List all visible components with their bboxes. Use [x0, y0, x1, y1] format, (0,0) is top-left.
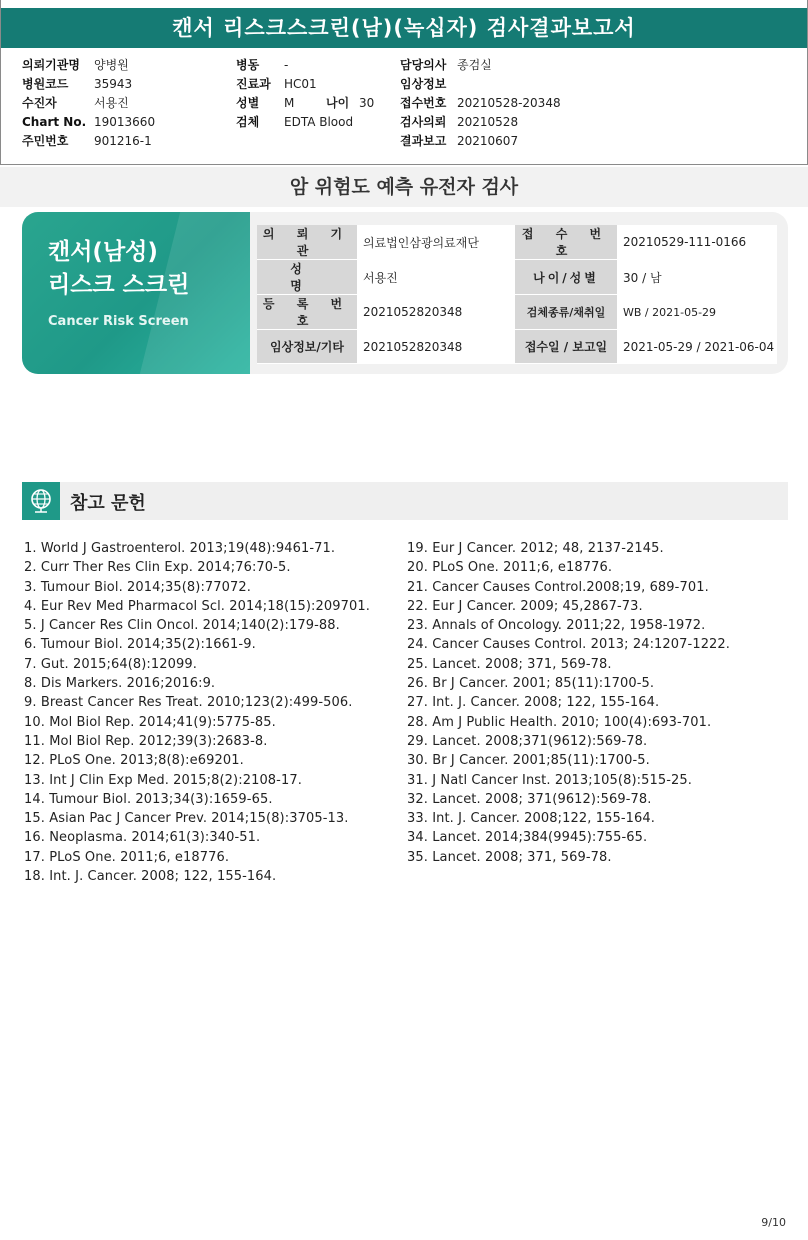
info-value: M	[284, 96, 295, 110]
value-cell: 2021052820348	[357, 330, 515, 364]
report-title: 캔서 리스크스크린(남)(녹십자) 검사결과보고서	[1, 8, 807, 48]
info-label: 임상정보	[400, 77, 447, 91]
reference-item: 5. J Cancer Res Clin Oncol. 2014;140(2):179-88.	[24, 618, 340, 634]
info-row	[22, 56, 155, 75]
reference-item: 19. Eur J Cancer. 2012; 48, 2137-2145.	[407, 541, 664, 556]
info-label: 담당의사	[400, 58, 447, 72]
reference-item: 1. World J Gastroenterol. 2013;19(48):9461-71.	[24, 541, 336, 556]
card-title-line-1: 캔서(남성)	[48, 239, 158, 265]
reference-item: 13. Int J Clin Exp Med. 2015;8(2):2108-17.	[24, 772, 302, 788]
info-value: 35943	[94, 77, 133, 91]
label-cell: 등 록 번 호	[257, 295, 357, 330]
reference-item: 4. Eur Rev Med Pharmacol Scl. 2014;18(15):209701.	[24, 598, 370, 614]
info-label: 접수번호	[400, 96, 447, 110]
info-row	[400, 94, 561, 113]
info-value: 20210528-20348	[457, 96, 561, 110]
info-label: 결과보고	[400, 134, 447, 148]
info-row	[22, 132, 155, 151]
label-cell: 접 수 번 호	[515, 225, 617, 260]
card-title-line-2: 리스크 스크린	[48, 272, 190, 298]
info-value: HC01	[284, 77, 317, 91]
age-value: 30	[359, 96, 375, 110]
reference-item: 26. Br J Cancer. 2001; 85(11):1700-5.	[407, 676, 655, 692]
reference-item: 18. Int. J. Cancer. 2008; 122, 155-164.	[24, 869, 277, 885]
info-value: -	[284, 58, 289, 72]
page-subtitle: 암 위험도 예측 유전자 검사	[289, 176, 519, 198]
reference-item: 9. Breast Cancer Res Treat. 2010;123(2):499-506.	[24, 695, 353, 711]
info-row	[400, 132, 561, 151]
info-value: 901216-1	[94, 134, 152, 148]
reference-item: 15. Asian Pac J Cancer Prev. 2014;15(8):3705-13.	[24, 811, 349, 827]
reference-item: 31. J Natl Cancer Inst. 2013;105(8):515-25.	[407, 772, 692, 788]
reference-item: 33. Int. J. Cancer. 2008;122, 155-164.	[407, 811, 655, 827]
reference-item: 16. Neoplasma. 2014;61(3):340-51.	[24, 830, 261, 846]
label-cell: 나이/성별	[515, 260, 617, 295]
info-row	[236, 113, 401, 132]
info-value: 양병원	[94, 58, 129, 72]
info-label: Chart No.	[22, 115, 87, 129]
info-value: EDTA Blood	[284, 115, 354, 129]
value-cell: 2021052820348	[357, 295, 515, 330]
product-card	[22, 212, 250, 374]
label-cell: 검체종류/채취일	[515, 295, 617, 330]
value-cell: 20210529-111-0166	[617, 225, 777, 260]
info-row	[236, 75, 401, 94]
patient-info-column-2	[236, 56, 401, 132]
reference-item: 25. Lancet. 2008; 371, 569-78.	[407, 656, 612, 672]
card-subtitle: Cancer Risk Screen	[48, 314, 189, 329]
reference-item: 30. Br J Cancer. 2001;85(11):1700-5.	[407, 753, 650, 769]
value-cell: 2021-05-29 / 2021-06-04	[617, 330, 777, 364]
info-row	[22, 75, 155, 94]
reference-item: 12. PLoS One. 2013;8(8):e69201.	[24, 753, 244, 769]
reference-item: 28. Am J Public Health. 2010; 100(4):693-701.	[407, 714, 712, 730]
value-cell: 서용진	[357, 260, 515, 295]
card-title	[48, 236, 189, 302]
reference-item: 7. Gut. 2015;64(8):12099.	[24, 656, 197, 672]
info-label: 검사의뢰	[400, 115, 447, 129]
info-row	[400, 56, 561, 75]
reference-item: 29. Lancet. 2008;371(9612):569-78.	[407, 733, 648, 749]
reference-item: 6. Tumour Biol. 2014;35(2):1661-9.	[24, 637, 256, 653]
info-label: 성별	[236, 96, 260, 110]
reference-item: 3. Tumour Biol. 2014;35(8):77072.	[24, 579, 252, 595]
reference-item: 32. Lancet. 2008; 371(9612):569-78.	[407, 791, 652, 807]
reference-item: 23. Annals of Oncology. 2011;22, 1958-1972.	[407, 618, 706, 634]
value-cell: 30 / 남	[617, 260, 777, 295]
reference-item: 2. Curr Ther Res Clin Exp. 2014;76:70-5.	[24, 560, 291, 576]
reference-item: 11. Mol Biol Rep. 2012;39(3):2683-8.	[24, 733, 268, 749]
reference-item: 14. Tumour Biol. 2013;34(3):1659-65.	[24, 791, 273, 807]
info-label: 병원코드	[22, 77, 69, 91]
page-number: 9/10	[761, 1216, 786, 1229]
info-value: 20210528	[457, 115, 519, 129]
info-label: 의뢰기관명	[22, 58, 80, 72]
test-info-row	[257, 225, 777, 260]
info-value: 서용진	[94, 96, 129, 110]
info-label: 병동	[236, 58, 260, 72]
reference-item: 27. Int. J. Cancer. 2008; 122, 155-164.	[407, 695, 660, 711]
info-row	[236, 56, 401, 75]
info-value: 20210607	[457, 134, 519, 148]
info-row	[400, 113, 561, 132]
value-cell: 의료법인삼광의료재단	[357, 225, 515, 260]
value-cell: WB / 2021-05-29	[617, 295, 777, 330]
info-label: 진료과	[236, 77, 271, 91]
reference-item: 21. Cancer Causes Control.2008;19, 689-701.	[407, 579, 709, 595]
patient-info-column-1	[22, 56, 155, 151]
test-info-row	[257, 295, 777, 330]
globe-network-icon	[22, 482, 60, 520]
label-cell: 접수일 / 보고일	[515, 330, 617, 364]
reference-item: 8. Dis Markers. 2016;2016:9.	[24, 676, 216, 692]
patient-info-column-3	[400, 56, 561, 151]
test-info-table	[257, 225, 777, 364]
label-cell: 임상정보/기타	[257, 330, 357, 364]
label-cell: 의 뢰 기 관	[257, 225, 357, 260]
info-row	[236, 94, 401, 113]
age-label: 나이	[326, 96, 350, 110]
info-value: 종검실	[457, 58, 492, 72]
references-list-left	[24, 539, 370, 886]
info-row	[22, 94, 155, 113]
reference-item: 22. Eur J Cancer. 2009; 45,2867-73.	[407, 598, 643, 614]
info-value: 19013660	[94, 115, 156, 129]
info-label: 검체	[236, 115, 260, 129]
references-list-right	[407, 539, 730, 867]
test-info-row	[257, 330, 777, 364]
reference-item: 34. Lancet. 2014;384(9945):755-65.	[407, 830, 648, 846]
reference-item: 24. Cancer Causes Control. 2013; 24:1207-1222.	[407, 637, 731, 653]
reference-item: 35. Lancet. 2008; 371, 569-78.	[407, 849, 612, 865]
info-row	[22, 113, 155, 132]
reference-item: 10. Mol Biol Rep. 2014;41(9):5775-85.	[24, 714, 276, 730]
reference-item: 17. PLoS One. 2011;6, e18776.	[24, 849, 230, 865]
info-label: 주민번호	[22, 134, 69, 148]
test-info-row	[257, 260, 777, 295]
info-row	[400, 75, 561, 94]
info-label: 수진자	[22, 96, 57, 110]
reference-item: 20. PLoS One. 2011;6, e18776.	[407, 560, 613, 576]
label-cell: 성 명	[257, 260, 357, 295]
references-title: 참고 문헌	[70, 493, 146, 514]
